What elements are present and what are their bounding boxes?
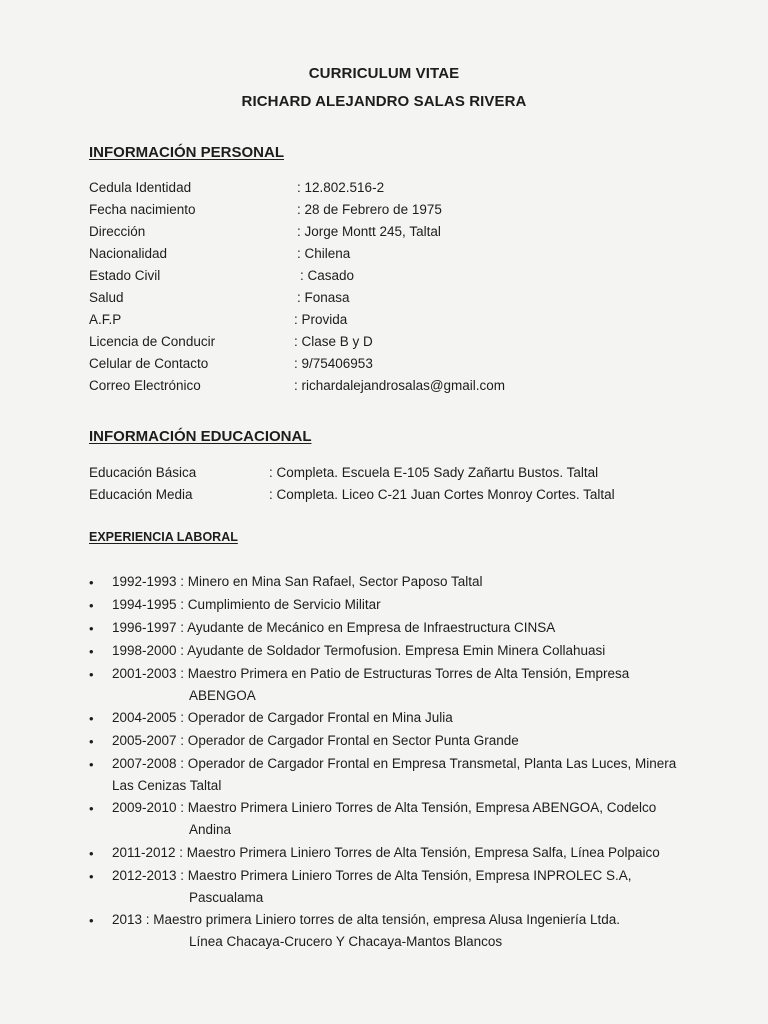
field-value: : 9/75406953 (294, 356, 373, 371)
bullet-icon: • (89, 711, 94, 726)
experience-text: 2013 : Maestro primera Liniero torres de alta tensión, empresa Alusa Ingeniería Ltda. (112, 912, 621, 927)
experience-heading: EXPERIENCIA LABORAL (89, 530, 238, 544)
field-value: : Casado (300, 268, 355, 283)
bullet-icon: • (89, 598, 94, 613)
field-label: Fecha nacimiento (89, 202, 196, 217)
field-value: : Fonasa (297, 290, 350, 305)
field-label: Estado Civil (89, 268, 161, 283)
field-value: : Provida (294, 312, 348, 327)
education-heading: INFORMACIÓN EDUCACIONAL (89, 428, 312, 445)
experience-text-continued: Línea Chacaya-Crucero Y Chacaya-Mantos Blancos (189, 934, 503, 949)
experience-text: 2012-2013 : Maestro Primera Liniero Torres de Alta Tensión, Empresa INPROLEC S.A, (112, 868, 632, 883)
experience-text: 2011-2012 : Maestro Primera Liniero Torres de Alta Tensión, Empresa Salfa, Línea Polpaico (112, 845, 660, 860)
person-name: RICHARD ALEJANDRO SALAS RIVERA (241, 93, 527, 110)
field-label: A.F.P (89, 312, 122, 327)
experience-text: 1998-2000 : Ayudante de Soldador Termofusion. Empresa Emin Minera Collahuasi (112, 643, 606, 658)
field-label: Cedula Identidad (89, 180, 192, 195)
experience-text: 2009-2010 : Maestro Primera Liniero Torres de Alta Tensión, Empresa ABENGOA, Codelco (112, 800, 657, 815)
education-level: Educación Media (89, 487, 193, 502)
personal-info-heading: INFORMACIÓN PERSONAL (89, 144, 284, 161)
field-value: : Clase B y D (294, 334, 373, 349)
field-value: : 12.802.516-2 (297, 180, 385, 195)
experience-text: 2007-2008 : Operador de Cargador Frontal en Empresa Transmetal, Planta Las Luces, Minera (112, 756, 677, 771)
bullet-icon: • (89, 621, 94, 636)
experience-text-continued: Andina (189, 822, 232, 837)
experience-text-continued: Las Cenizas Taltal (112, 778, 222, 793)
field-label: Nacionalidad (89, 246, 168, 261)
field-label: Dirección (89, 224, 146, 239)
experience-text: 1996-1997 : Ayudante de Mecánico en Empresa de Infraestructura CINSA (112, 620, 556, 635)
bullet-icon: • (89, 575, 94, 590)
experience-text: 2001-2003 : Maestro Primera en Patio de Estructuras Torres de Alta Tensión, Empresa (112, 666, 630, 681)
education-level: Educación Básica (89, 465, 197, 480)
bullet-icon: • (89, 869, 94, 884)
experience-text: 2004-2005 : Operador de Cargador Frontal en Mina Julia (112, 710, 453, 725)
field-label: Celular de Contacto (89, 356, 209, 371)
bullet-icon: • (89, 667, 94, 682)
field-value: : Jorge Montt 245, Taltal (297, 224, 441, 239)
field-label: Licencia de Conducir (89, 334, 216, 349)
bullet-icon: • (89, 846, 94, 861)
bullet-icon: • (89, 644, 94, 659)
education-detail: : Completa. Liceo C-21 Juan Cortes Monroy Cortes. Taltal (269, 487, 615, 502)
bullet-icon: • (89, 734, 94, 749)
experience-text: 2005-2007 : Operador de Cargador Frontal en Sector Punta Grande (112, 733, 519, 748)
bullet-icon: • (89, 801, 94, 816)
experience-text-continued: Pascualama (189, 890, 264, 905)
field-label: Salud (89, 290, 124, 305)
experience-text-continued: ABENGOA (189, 688, 256, 703)
field-value: : richardalejandrosalas@gmail.com (294, 378, 506, 393)
bullet-icon: • (89, 757, 94, 772)
bullet-icon: • (89, 913, 94, 928)
field-value: : 28 de Febrero de 1975 (297, 202, 442, 217)
experience-text: 1992-1993 : Minero en Mina San Rafael, Sector Paposo Taltal (112, 574, 483, 589)
document-title: CURRICULUM VITAE (308, 65, 460, 82)
field-value: : Chilena (297, 246, 351, 261)
education-detail: : Completa. Escuela E-105 Sady Zañartu Bustos. Taltal (269, 465, 599, 480)
field-label: Correo Electrónico (89, 378, 201, 393)
experience-text: 1994-1995 : Cumplimiento de Servicio Militar (112, 597, 381, 612)
